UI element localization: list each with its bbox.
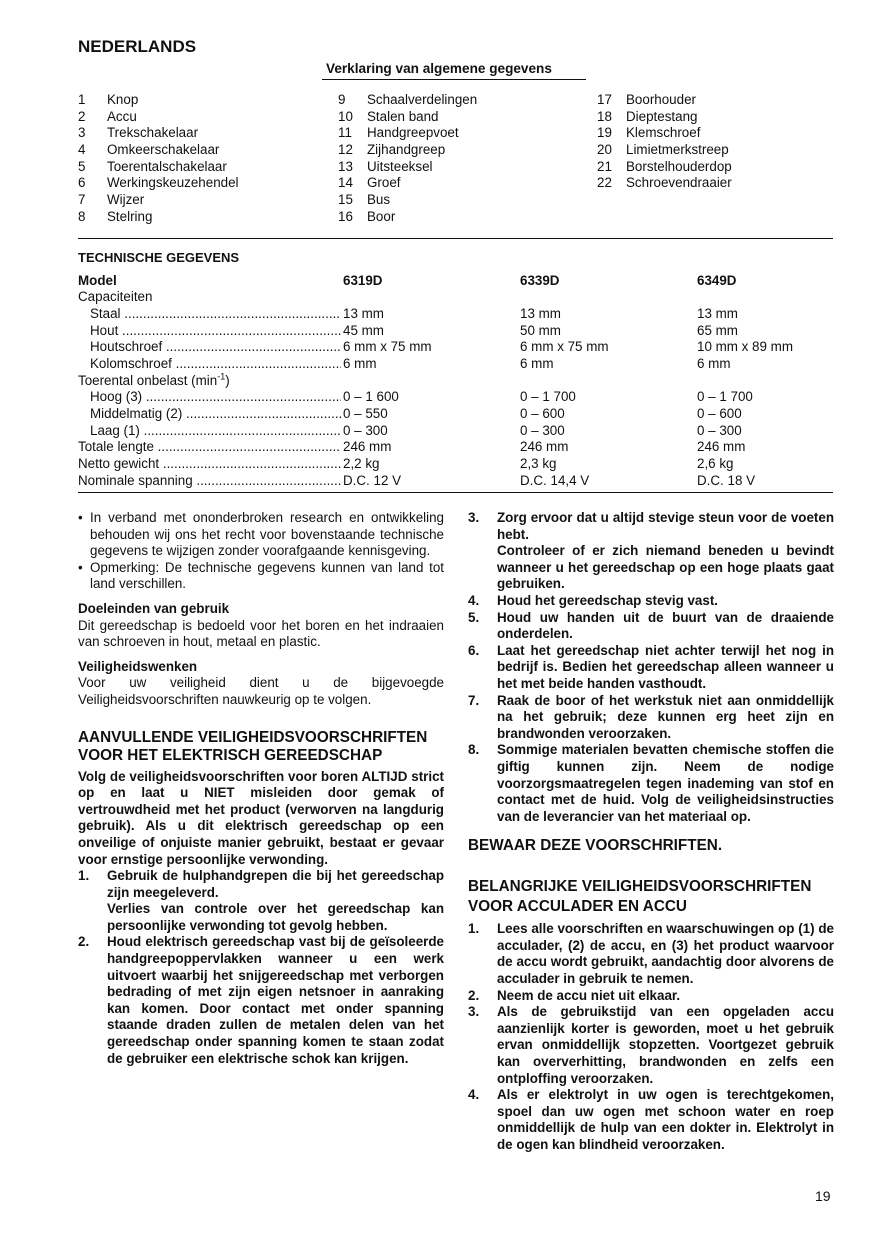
parts-list-column-1 [78,92,239,226]
spec-value: 50 mm [520,322,561,338]
part-number: 15 [338,192,353,208]
spec-value: 13 mm [520,305,561,321]
part-number: 16 [338,208,353,224]
spec-value: 0 – 550 [343,406,388,422]
table-row [78,439,838,456]
list-item [468,1004,834,1087]
part-number: 14 [338,175,353,191]
list-item [468,610,834,643]
item-number: 7. [468,692,480,708]
spec-label [78,439,341,456]
spec-value: 0 – 300 [343,422,388,438]
dot-leader [140,423,341,438]
part-number: 12 [338,142,353,158]
table-row [78,389,838,406]
list-item [597,92,732,109]
part-number: 1 [78,92,86,107]
spec-label [78,389,341,406]
item-text: Zorg ervoor dat u altijd stevige steun voor de voeten hebt. [497,510,834,542]
list-item [468,921,834,987]
part-number: 9 [338,92,346,107]
list-item [468,643,834,693]
spec-value: 13 mm [343,305,384,321]
right-text-column [468,510,834,1154]
part-label: Boor [367,208,396,224]
spec-label [78,473,341,490]
dot-leader [121,306,341,321]
part-label: Knop [107,92,139,107]
item-text: Laat het gereedschap niet achter terwijl het nog in bedrijf is. Bedien het gereedschap alleen wanneer u het met beide handen vasthoudt. [497,642,834,691]
part-label: Limietmerkstreep [626,142,729,158]
part-label: Zijhandgreep [367,142,446,158]
item-number: 1. [468,921,480,937]
item-number: 4. [468,1087,480,1103]
table-row [78,473,838,490]
spec-value: 0 – 1 600 [343,389,399,405]
item-number: 1. [78,868,90,884]
spec-value: D.C. 12 V [343,472,402,488]
spec-label [78,456,341,473]
spec-speed-label: Toerental onbelast $(\min^{-1})$ [78,372,230,388]
spec-capacity-rows [78,306,838,373]
part-label: Schroevendraaier [626,175,732,191]
item-text: Raak de boor of het werkstuk niet aan onmiddellijk na het gebruik; deze kunnen erg heet zijn en brandwonden veroorzaken. [497,692,834,741]
spec-label [78,423,341,440]
part-label: Wijzer [107,192,145,208]
list-item [78,92,239,109]
part-label: Werkingskeuzehendel [107,175,239,191]
list-item [78,868,444,934]
dot-leader [142,389,341,404]
spec-model-2: 6339D [520,272,560,288]
bullet-text: Opmerking: De technische gegevens kunnen van land tot land verschillen. [90,559,444,592]
list-item [78,192,239,209]
spec-value: 10 mm x 89 mm [697,339,793,355]
list-item [597,159,732,176]
part-number: 19 [597,125,612,141]
spec-label [78,306,341,323]
list-item [338,92,477,109]
section-divider [78,238,833,239]
part-label: Stalen band [367,108,439,124]
additional-safety-list-continued [468,510,834,825]
list-item [78,159,239,176]
part-label: Klemschroef [626,125,701,141]
table-row [78,406,838,423]
spec-value: D.C. 18 V [697,472,756,488]
page-number: 19 [815,1188,831,1204]
list-item [78,125,239,142]
part-number: 2 [78,108,86,124]
dot-leader [172,356,341,371]
list-item [468,693,834,743]
specifications-title: TECHNISCHE GEGEVENS [78,250,240,265]
spec-label [78,339,341,356]
part-number: 10 [338,108,353,124]
item-number: 8. [468,742,480,758]
part-number: 22 [597,175,612,191]
part-label: Bus [367,192,391,208]
table-row [78,356,838,373]
part-number: 18 [597,108,612,124]
spec-value: 45 mm [343,322,384,338]
part-number: 20 [597,142,612,158]
charger-safety-heading: BELANGRIJKE VEILIGHEIDSVOORSCHRIFTEN VOOR ACCULADER EN ACCU [468,878,812,916]
spec-value: 6 mm [697,356,731,372]
spec-value: 6 mm [520,356,554,372]
spec-model-label: Model [78,272,117,288]
spec-value: 6 mm x 75 mm [343,339,432,355]
item-text: Houd uw handen uit de buurt van de draaiende onderdelen. [497,609,834,642]
part-label: Handgreepvoet [367,125,459,141]
spec-label-text: Houtschroef [90,339,163,355]
dot-leader [154,439,341,454]
list-item [468,510,834,593]
spec-label-text: Nominale spanning [78,472,193,488]
part-label: Trekschakelaar [107,125,199,141]
spec-model-1: 6319D [343,272,383,288]
item-number: 3. [468,510,480,525]
item-text: Sommige materialen bevatten chemische stoffen die giftig kunnen zijn. Neem de nodige voorzorgsmaatregelen tegen inademing van stof en contact met de huid. Volg de veiligheidsinstructies van de leverancier van het materiaal op. [497,742,834,824]
spec-value: 13 mm [697,305,738,321]
part-number: 17 [597,92,612,107]
item-number: 4. [468,592,480,608]
dot-leader [162,339,341,354]
part-label: Accu [107,108,137,124]
spec-value: 0 – 300 [520,422,565,438]
spec-value: 2,2 kg [343,456,380,472]
spec-model-3: 6349D [697,272,737,288]
list-item [468,988,834,1005]
list-item: • In verband met ononderbroken research en ontwikkeling behouden wij ons het recht voor bovenstaande technische gegevens te wijzigen zonder voorafgaande kennisgeving. [78,510,444,559]
save-instructions-heading: BEWAAR DEZE VOORSCHRIFTEN. [468,837,723,855]
dot-leader [182,406,341,421]
item-number: 2. [468,987,480,1003]
spec-speed-rows [78,389,838,439]
spec-value: 2,3 kg [520,456,557,472]
spec-general-rows [78,439,838,489]
list-item [597,175,732,192]
spec-value: 0 – 1 700 [697,389,753,405]
spec-group-label [78,373,838,390]
spec-value: 0 – 600 [520,406,565,422]
spec-value: 246 mm [697,439,746,455]
part-number: 4 [78,142,86,158]
part-number: 7 [78,192,86,208]
spec-value: 6 mm [343,356,377,372]
spec-model-row [78,273,838,290]
part-label: Stelring [107,208,153,224]
item-text: Gebruik de hulphandgrepen die bij het gereedschap zijn meegeleverd. [107,868,444,900]
spec-label [78,406,341,423]
list-item [78,142,239,159]
part-number: 11 [338,125,352,141]
additional-safety-heading: AANVULLENDE VEILIGHEIDSVOORSCHRIFTEN VOOR HET ELEKTRISCH GEREEDSCHAP [78,728,428,764]
spec-capacities-label: Capaciteiten [78,289,153,305]
spec-value: 0 – 600 [697,406,742,422]
item-text: Als er elektrolyt in uw ogen is terechtgekomen, spoel dan uw ogen met schoon water en roep onmiddellijk de hulp van een dokter in. Elektrolyt in de ogen kan blindheid veroorzaken. [497,1087,834,1152]
additional-safety-list [78,868,444,1067]
list-item [338,209,477,226]
section-divider [78,492,833,493]
list-item [338,175,477,192]
part-label: Uitsteeksel [367,158,433,174]
part-number: 6 [78,175,86,191]
intended-use-text: Dit gereedschap is bedoeld voor het boren en het indraaien van schroeven in hout, metaal en plastic. [78,617,444,650]
spec-label-text: Hout [90,322,119,338]
item-text: Houd elektrisch gereedschap vast bij de geïsoleerde handgreepoppervlakken wanneer u een werk uitvoert waarbij het snijgereedschap met verborgen bedrading of met zijn eigen netsnoer in aanraking kan komen. Door contact met onder spanning staande draden zullen de metalen delen van het gereedschap onder spanning komen te staan zodat de gebruiker een elektrische schok kan krijgen. [107,934,444,1066]
list-item [78,175,239,192]
spec-label [78,323,341,340]
list-item: • Opmerking: De technische gegevens kunnen van land tot land verschillen. [78,559,444,592]
list-item [468,1087,834,1153]
part-number: 21 [597,158,612,174]
item-number: 3. [468,1004,480,1020]
item-text: Als de gebruikstijd van een opgeladen accu aanzienlijk korter is geworden, moet u het gebruik ervan onmiddellijk stopzetten. Voortgezet gebruik kan oververhitting, brandwonden en zelfs een ontploffing veroorzaken. [497,1004,834,1086]
spec-label-text: Kolomschroef [90,356,172,372]
specifications-table [78,250,838,490]
spec-label-text: Middelmatig (2) [90,406,183,422]
charger-safety-list [468,921,834,1153]
part-number: 13 [338,158,353,174]
list-item [597,109,732,126]
spec-value: D.C. 14,4 V [520,472,590,488]
part-label: Borstelhouderdop [626,158,732,174]
list-item [338,125,477,142]
item-text: Lees alle voorschriften en waarschuwingen op (1) de acculader, (2) de accu, en (3) het product waarvoor de accu wordt gebruikt, aandachtig door alvorens de acculader in gebruik te nemen. [497,921,834,987]
list-item [78,109,239,126]
page-language-title: NEDERLANDS [78,37,197,56]
part-label: Toerentalschakelaar [107,158,227,174]
table-row [78,456,838,473]
spec-value: 65 mm [697,322,738,338]
spec-value: 246 mm [343,439,392,455]
spec-label [78,356,341,373]
item-number: 5. [468,609,480,625]
left-text-column [78,510,444,1067]
list-item [78,209,239,226]
table-row [78,339,838,356]
spec-label-text: Netto gewicht [78,456,160,472]
item-number: 6. [468,642,480,658]
dot-leader [193,473,341,488]
item-text: Neem de accu niet uit elkaar. [497,987,681,1003]
list-item [338,109,477,126]
spec-value: 6 mm x 75 mm [520,339,609,355]
bullet-text: In verband met ononderbroken research en ontwikkeling behouden wij ons het recht voor bovenstaande technische gegevens te wijzigen zonder voorafgaande kennisgeving. [90,510,444,559]
intended-use-heading: Doeleinden van gebruik [78,600,230,616]
list-item [338,192,477,209]
heading-underline [322,79,586,80]
spec-value: 0 – 1 700 [520,389,576,405]
parts-list-column-2 [338,92,477,226]
part-label: Omkeerschakelaar [107,142,220,158]
list-item [338,159,477,176]
list-item [597,125,732,142]
part-label: Dieptestang [626,108,698,124]
item-text: Controleer of er zich niemand beneden u bevindt wanneer u het gereedschap op een hoge plaats gaat gebruiken. [497,543,834,592]
table-row [78,306,838,323]
spec-label-text: Totale lengte [78,439,154,455]
spec-label-text: Staal [90,305,121,321]
dot-leader [118,323,341,338]
item-number: 2. [78,934,90,950]
safety-tips-heading: Veiligheidswenken [78,658,198,674]
item-text: Verlies van controle over het gereedschap kan persoonlijke verwonding tot gevolg hebben. [107,901,444,933]
additional-safety-intro: Volg de veiligheidsvoorschriften voor boren ALTIJD strict op en laat u NIET misleiden door gemak of vertrouwdheid met het product (verworven na langdurig gebruik). Als u dit elektrisch gereedschap op een onveilige of onjuiste manier gebruikt, bestaat er gevaar voor ernstige persoonlijke verwonding. [78,768,444,867]
spec-value: 246 mm [520,439,569,455]
spec-label-text: Laag (1) [90,422,140,438]
spec-value: 2,6 kg [697,456,734,472]
parts-list-column-3 [597,92,732,192]
spec-label-text: Hoog (3) [90,389,143,405]
table-row [78,423,838,440]
table-row [78,323,838,340]
list-item [338,142,477,159]
spec-group-label [78,289,838,306]
list-item [597,142,732,159]
list-item [78,934,444,1067]
dot-leader [159,456,341,471]
spec-value: 0 – 300 [697,422,742,438]
part-label: Groef [367,175,401,191]
part-number: 8 [78,208,86,224]
safety-tips-text: Voor uw veiligheid dient u de bijgevoegde Veiligheidsvoorschriften nauwkeurig op te volgen. [78,675,444,707]
part-label: Boorhouder [626,92,696,107]
list-item [468,593,834,610]
part-number: 5 [78,158,86,174]
part-number: 3 [78,125,86,141]
parts-list-heading: Verklaring van algemene gegevens [326,61,552,76]
item-text: Houd het gereedschap stevig vast. [497,592,719,608]
part-label: Schaalverdelingen [367,92,478,107]
list-item [468,742,834,825]
